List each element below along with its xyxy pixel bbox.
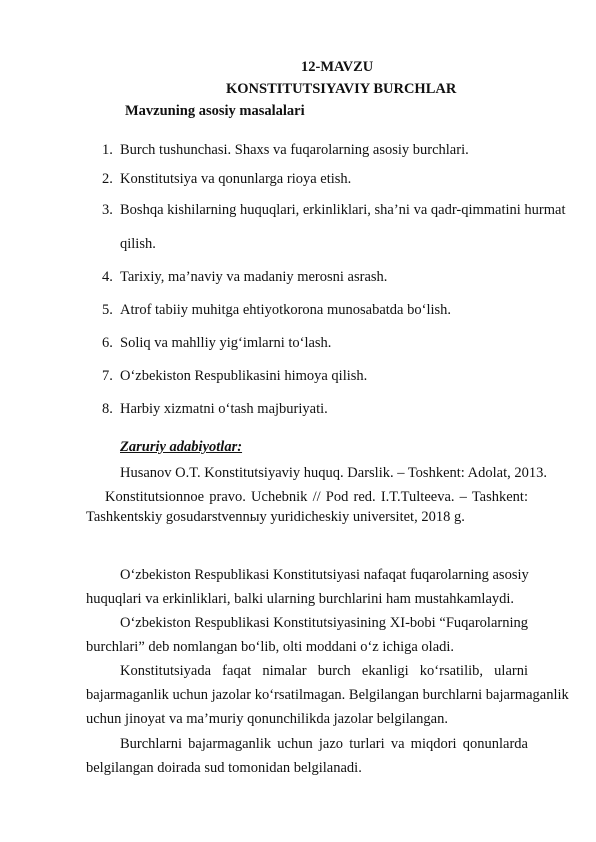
literature-reference: Husanov O.T. Konstitutsiyaviy huquq. Darslik. – Toshkent: Adolat, 2013. bbox=[120, 465, 547, 481]
list-item: Soliq va mahlliy yig‘imlarni to‘lash. bbox=[120, 335, 332, 351]
page-title: KONSTITUTSIYAVIY BURCHLAR bbox=[226, 81, 457, 97]
list-item: Konstitutsiya va qonunlarga rioya etish. bbox=[120, 171, 352, 187]
paragraph-line: Konstitutsiyada faqat nimalar burch ekanligi ko‘rsatilib, ularni bbox=[120, 663, 528, 679]
list-item-number: 5. bbox=[102, 302, 113, 318]
literature-heading: Zaruriy adabiyotlar: bbox=[120, 439, 243, 455]
literature-reference: Konstitutsionnoe pravo. Uchebnik // Pod red. I.T.Tulteeva. – Tashkent: bbox=[105, 489, 528, 505]
list-item: Atrof tabiiy muhitga ehtiyotkorona munosabatda bo‘lish. bbox=[120, 302, 452, 318]
list-item: Burch tushunchasi. Shaxs va fuqarolarning asosiy burchlari. bbox=[120, 142, 469, 158]
paragraph-line: O‘zbekiston Respublikasi Konstitutsiyasining XI-bobi “Fuqarolarning bbox=[120, 615, 528, 631]
paragraph-line: uchun jinoyat va ma’muriy qonunchilikda jazolar belgilangan. bbox=[86, 711, 448, 727]
list-item-number: 3. bbox=[102, 202, 113, 218]
literature-reference-continuation: Tashkentskiy gosudarstvennыy yuridicheskiy universitet, 2018 g. bbox=[86, 509, 465, 525]
section-subtitle: Mavzuning asosiy masalalari bbox=[125, 103, 305, 119]
paragraph-line: bajarmaganlik uchun jazolar ko‘rsatilmagan. Belgilangan burchlarni bajarmaganlik bbox=[86, 687, 569, 703]
list-item: Tarixiy, ma’naviy va madaniy merosni asrash. bbox=[120, 269, 388, 285]
list-item-number: 1. bbox=[102, 142, 113, 158]
list-item-continuation: qilish. bbox=[120, 236, 156, 252]
list-item-number: 7. bbox=[102, 368, 113, 384]
list-item-number: 8. bbox=[102, 401, 113, 417]
paragraph-line: O‘zbekiston Respublikasi Konstitutsiyasi nafaqat fuqarolarning asosiy bbox=[120, 567, 529, 583]
paragraph-line: burchlari” deb nomlangan bo‘lib, olti moddani o‘z ichiga oladi. bbox=[86, 639, 455, 655]
paragraph-line: belgilangan doirada sud tomonidan belgilanadi. bbox=[86, 760, 362, 776]
topic-number: 12-MAVZU bbox=[301, 59, 374, 75]
list-item-number: 4. bbox=[102, 269, 113, 285]
list-item-number: 2. bbox=[102, 171, 113, 187]
paragraph-line: huquqlari va erkinliklari, balki ularning burchlarini ham mustahkamlaydi. bbox=[86, 591, 515, 607]
list-item: O‘zbekiston Respublikasini himoya qilish. bbox=[120, 368, 368, 384]
paragraph-line: Burchlarni bajarmaganlik uchun jazo turlari va miqdori qonunlarda bbox=[120, 736, 528, 752]
list-item-number: 6. bbox=[102, 335, 113, 351]
list-item: Boshqa kishilarning huquqlari, erkinliklari, sha’ni va qadr-qimmatini hurmat bbox=[120, 202, 566, 218]
list-item: Harbiy xizmatni o‘tash majburiyati. bbox=[120, 401, 328, 417]
